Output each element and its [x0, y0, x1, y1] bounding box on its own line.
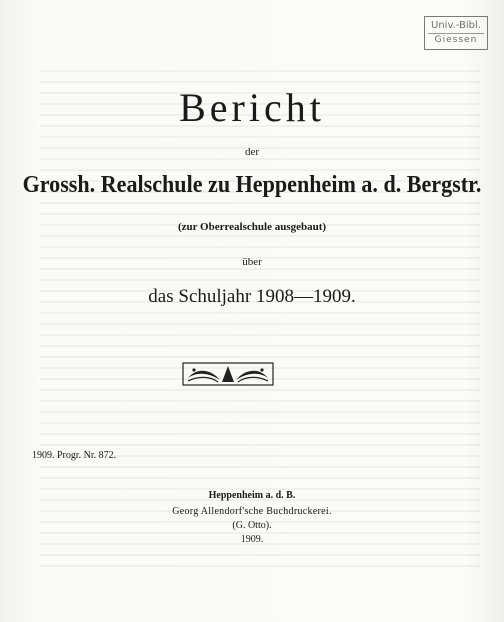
imprint-owner: (G. Otto).	[232, 520, 272, 531]
imprint-printer: Georg Allendorf'sche Buchdruckerei.	[172, 506, 332, 517]
library-stamp	[424, 16, 488, 50]
imprint-city: Heppenheim a. d. B.	[208, 490, 296, 501]
program-reference: 1909. Progr. Nr. 872.	[32, 450, 117, 461]
imprint-year: 1909.	[240, 534, 264, 545]
school-note: (zur Oberrealschule ausgebaut)	[177, 221, 327, 233]
page-title: Bericht	[179, 85, 325, 130]
connector-der: der	[244, 146, 260, 158]
stamp-line-1: Univ.-Bibl.	[431, 20, 481, 31]
stamp-line-2: Giessen	[428, 33, 484, 47]
school-year: das Schuljahr 1908—1909.	[148, 286, 356, 307]
connector-ueber: über	[242, 256, 262, 268]
school-name: Grossh. Realschule zu Heppenheim a. d. Bergstr.	[22, 172, 482, 198]
art-nouveau-ornament-icon	[182, 362, 274, 386]
